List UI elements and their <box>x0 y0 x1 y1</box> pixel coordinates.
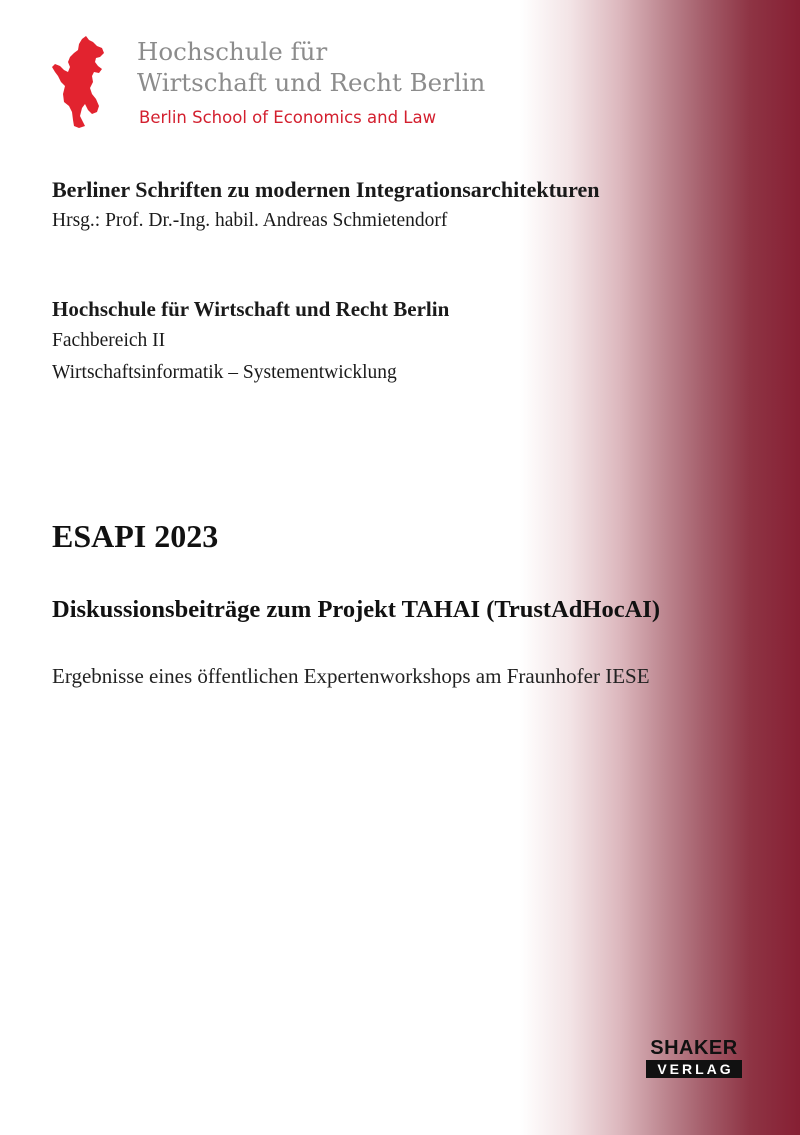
book-subtitle: Diskussionsbeiträge zum Projekt TAHAI (TrustAdHocAI) <box>52 596 660 623</box>
berlin-bear-icon <box>52 36 104 128</box>
department: Fachbereich II <box>52 330 166 351</box>
institution-name: Hochschule für Wirtschaft und Recht Berlin <box>52 297 450 321</box>
university-name-de <box>137 36 485 98</box>
publisher-name-top: SHAKER <box>650 1037 738 1059</box>
book-description: Ergebnisse eines öffentlichen Expertenworkshops am Fraunhofer IESE <box>52 664 650 688</box>
publisher-logo <box>646 1038 742 1078</box>
publisher-name-bottom: VERLAG <box>646 1060 742 1078</box>
university-name-de-line2: Wirtschaft und Recht Berlin <box>137 68 486 97</box>
university-name-de-line1: Hochschule für <box>137 37 328 66</box>
book-title: ESAPI 2023 <box>52 518 219 554</box>
subdepartment: Wirtschaftsinformatik – Systementwicklung <box>52 362 397 383</box>
series-editor: Hrsg.: Prof. Dr.-Ing. habil. Andreas Schmietendorf <box>52 210 448 231</box>
university-name-en: Berlin School of Economics and Law <box>139 108 437 127</box>
series-title: Berliner Schriften zu modernen Integrationsarchitekturen <box>52 177 600 202</box>
